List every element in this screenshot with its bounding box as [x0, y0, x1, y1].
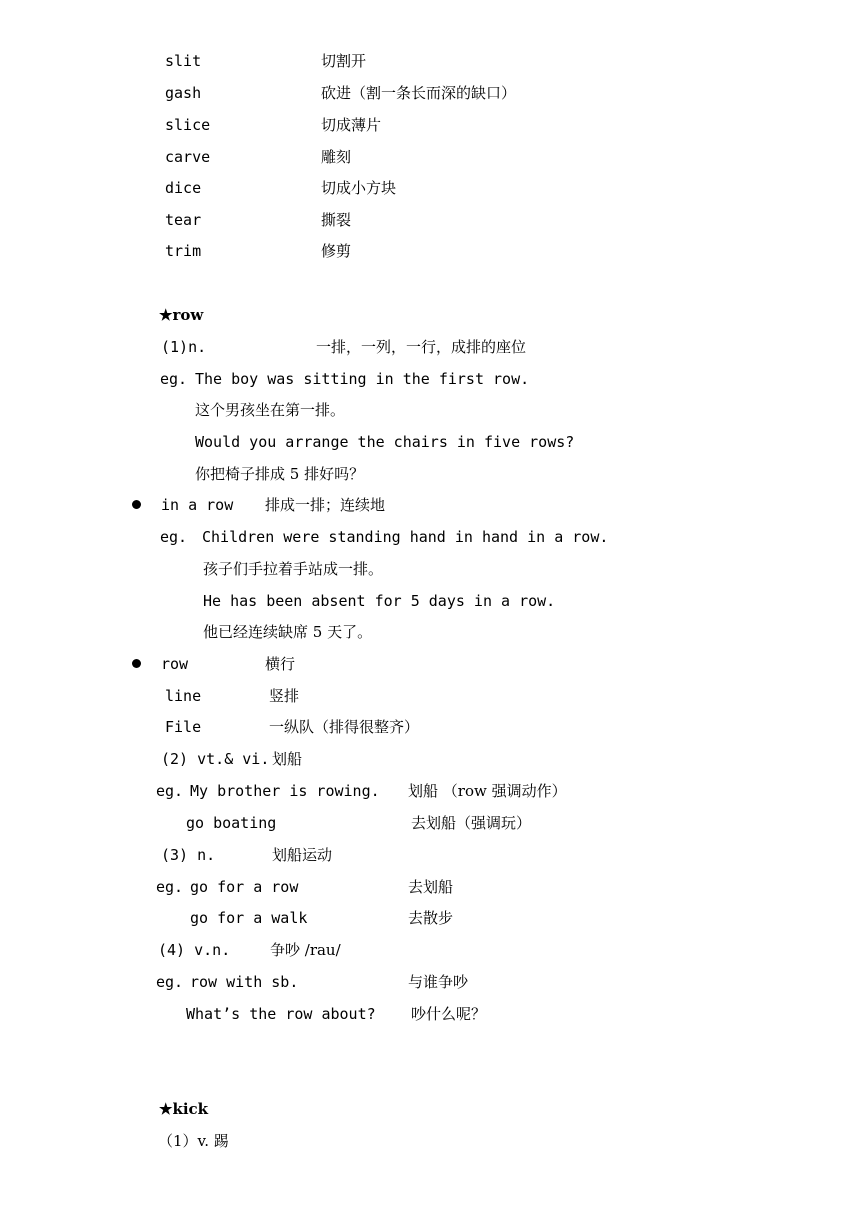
example-en: [160, 527, 800, 547]
compare-meaning: 一纵队（排得很整齐）: [269, 718, 420, 736]
phrase: [161, 495, 761, 515]
list-item: [165, 51, 765, 71]
example-zh: 他已经连续缺席 5 天了。: [203, 623, 373, 641]
compare-meaning: 竖排: [269, 687, 300, 705]
term-en: trim: [165, 242, 202, 260]
bullet-icon: [132, 659, 141, 668]
list-item: [165, 147, 765, 167]
entry-heading: ★row: [159, 306, 204, 324]
example-en: [186, 813, 786, 833]
example-zh: 孩子们手拉着手站成一排。: [203, 560, 384, 578]
example-en: [160, 369, 780, 389]
term-zh: 切割开: [321, 52, 367, 70]
list-item: [165, 178, 765, 198]
sense-4: [158, 940, 758, 960]
term-zh: 撕裂: [321, 211, 352, 229]
example-note: 去划船: [408, 878, 454, 896]
example-text: go boating: [186, 814, 277, 832]
eg-label: eg.: [156, 973, 184, 991]
example-text: go for a walk: [190, 909, 308, 927]
term-en: slice: [165, 116, 211, 134]
sense-2: [161, 749, 761, 769]
sense-1: [161, 337, 781, 357]
example-zh: 你把椅子排成 5 排好吗？: [195, 465, 365, 483]
example-text: My brother is rowing.: [190, 782, 380, 800]
sense-label: (1)n.: [161, 338, 207, 356]
example-en: [156, 877, 756, 897]
eg-label: eg.: [160, 528, 188, 546]
compare-meaning: 横行: [265, 655, 296, 673]
term-en: tear: [165, 211, 202, 229]
compare-term: line: [165, 687, 202, 705]
example-note: 划船 （row 强调动作）: [408, 782, 567, 800]
example-note: 去散步: [408, 909, 454, 927]
example-text: row with sb.: [190, 973, 299, 991]
term-zh: 砍进（割一条长而深的缺口）: [321, 84, 517, 102]
sense-meaning: 一排，一列，一行，成排的座位: [316, 338, 527, 356]
term-en: slit: [165, 52, 202, 70]
list-item: [165, 241, 765, 261]
compare-item: [165, 717, 765, 737]
sense-meaning: 争吵 /rau/: [270, 941, 341, 959]
example-note: 与谁争吵: [408, 973, 469, 991]
example-en: [156, 781, 796, 801]
list-item: [165, 83, 765, 103]
compare-item: [161, 654, 761, 674]
sense-1: （1）v. 踢: [158, 1132, 229, 1150]
sense-meaning: 划船: [272, 750, 303, 768]
example-text: go for a row: [190, 878, 299, 896]
entry-heading: ★kick: [159, 1100, 209, 1118]
term-zh: 切成小方块: [321, 179, 397, 197]
eg-label: eg.: [156, 782, 184, 800]
example-en: [190, 908, 790, 928]
sense-3: [161, 845, 761, 865]
eg-label: eg.: [160, 370, 188, 388]
phrase-term: in a row: [161, 496, 234, 514]
example-text: Children were standing hand in hand in a row.: [202, 528, 609, 546]
example-en: He has been absent for 5 days in a row.: [203, 592, 556, 610]
term-en: carve: [165, 148, 211, 166]
example-en: [156, 972, 756, 992]
term-zh: 雕刻: [321, 148, 352, 166]
compare-item: [165, 686, 765, 706]
phrase-meaning: 排成一排；连续地: [265, 496, 386, 514]
example-note: 去划船（强调玩）: [411, 814, 532, 832]
eg-label: eg.: [156, 878, 184, 896]
bullet-icon: [132, 500, 141, 509]
example-text: The boy was sitting in the first row.: [195, 370, 530, 388]
example-text: What’s the row about?: [186, 1005, 376, 1023]
term-en: gash: [165, 84, 202, 102]
list-item: [165, 115, 765, 135]
compare-term: File: [165, 718, 202, 736]
example-note: 吵什么呢？: [411, 1005, 487, 1023]
sense-label: (4) v.n.: [158, 941, 231, 959]
term-en: dice: [165, 179, 202, 197]
example-zh: 这个男孩坐在第一排。: [195, 401, 346, 419]
compare-term: row: [161, 655, 189, 673]
sense-meaning: 划船运动: [272, 846, 333, 864]
example-en: [186, 1004, 786, 1024]
list-item: [165, 210, 765, 230]
term-zh: 修剪: [321, 242, 352, 260]
example-en: Would you arrange the chairs in five rows?: [195, 433, 575, 451]
term-zh: 切成薄片: [321, 116, 382, 134]
sense-label: (3) n.: [161, 846, 216, 864]
sense-label: (2) vt.& vi.: [161, 750, 270, 768]
